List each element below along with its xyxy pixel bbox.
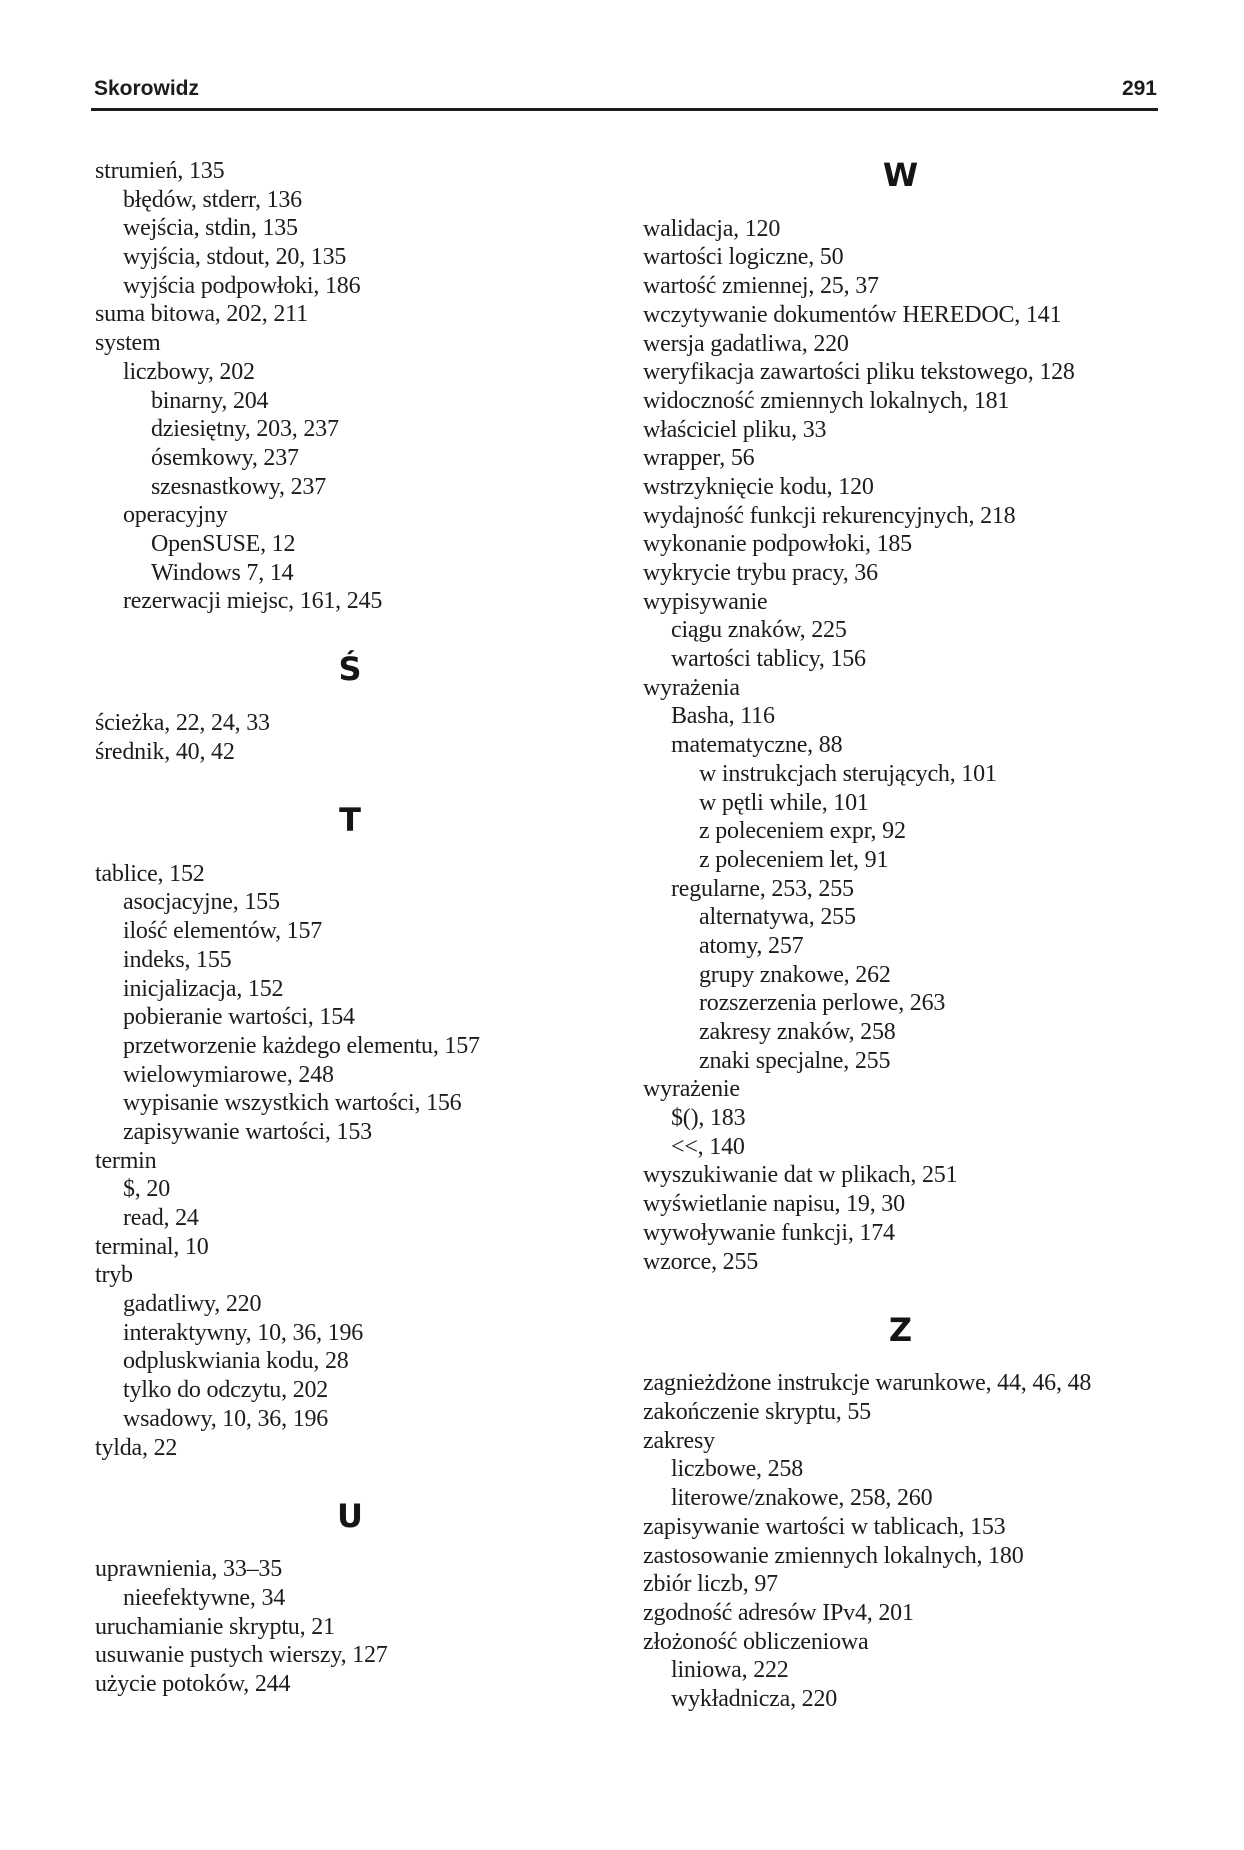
index-subentry: wartości tablicy, 156 [671, 646, 866, 673]
header-rule [91, 108, 1158, 111]
index-subentry: grupy znakowe, 262 [699, 961, 891, 988]
index-entry: usuwanie pustych wierszy, 127 [95, 1642, 388, 1669]
index-entry: właściciel pliku, 33 [643, 416, 827, 443]
index-subentry: tylko do odczytu, 202 [123, 1377, 329, 1404]
index-subentry: Windows 7, 14 [151, 559, 294, 586]
index-subentry: gadatliwy, 220 [123, 1291, 262, 1318]
index-subentry: indeks, 155 [123, 946, 232, 973]
index-subentry: szesnastkowy, 237 [151, 473, 327, 500]
index-subentry: $, 20 [123, 1176, 171, 1203]
index-entry: wykrycie trybu pracy, 36 [643, 560, 878, 587]
index-entry: zapisywanie wartości w tablicach, 153 [643, 1513, 1006, 1540]
index-subentry: nieefektywne, 34 [123, 1585, 286, 1612]
letter-heading: U [337, 1496, 363, 1535]
index-subentry: OpenSUSE, 12 [151, 530, 296, 557]
index-subentry: wejścia, stdin, 135 [123, 215, 298, 242]
index-subentry: w instrukcjach sterujących, 101 [699, 760, 997, 787]
index-subentry: znaki specjalne, 255 [699, 1047, 891, 1074]
index-entry: wzorce, 255 [643, 1248, 759, 1275]
index-subentry: ciągu znaków, 225 [671, 617, 847, 644]
index-entry: strumień, 135 [95, 158, 225, 184]
letter-heading: Z [888, 1310, 913, 1349]
index-entry: wypisywanie [643, 588, 768, 615]
index-entry: termin [95, 1147, 157, 1174]
index-subentry: liczbowe, 258 [671, 1456, 804, 1483]
index-subentry: interaktywny, 10, 36, 196 [123, 1319, 364, 1346]
index-entry: wyszukiwanie dat w plikach, 251 [643, 1162, 958, 1189]
index-subentry: ósemkowy, 237 [151, 444, 299, 471]
index-entry: zakończenie skryptu, 55 [643, 1399, 871, 1426]
index-subentry: read, 24 [123, 1205, 199, 1231]
index-subentry: wsadowy, 10, 36, 196 [123, 1405, 329, 1432]
index-subentry: matematyczne, 88 [671, 732, 843, 759]
index-subentry: w pętli while, 101 [699, 789, 869, 816]
index-subentry: regularne, 253, 255 [671, 875, 854, 902]
index-entry: suma bitowa, 202, 211 [95, 301, 308, 328]
index-entry: zastosowanie zmiennych lokalnych, 180 [643, 1542, 1024, 1569]
index-subentry: z poleceniem expr, 92 [699, 818, 906, 845]
index-entry: tryb [95, 1262, 133, 1289]
index-entry: wywoływanie funkcji, 174 [643, 1219, 895, 1246]
index-subentry: $(), 183 [671, 1105, 746, 1132]
letter-heading: T [339, 800, 361, 839]
index-subentry: binarny, 204 [151, 387, 269, 414]
index-subentry: z poleceniem let, 91 [699, 846, 889, 873]
index-entry: tablice, 152 [95, 860, 205, 887]
index-entry: terminal, 10 [95, 1233, 209, 1260]
index-subentry: alternatywa, 255 [699, 904, 856, 931]
index-subentry: asocjacyjne, 155 [123, 889, 280, 916]
index-subentry: liczbowy, 202 [123, 358, 255, 385]
index-subentry: rozszerzenia perlowe, 263 [699, 990, 946, 1017]
index-subentry: wyjścia, stdout, 20, 135 [123, 244, 347, 271]
index-entry: wrapper, 56 [643, 445, 755, 472]
index-entry: wstrzyknięcie kodu, 120 [643, 473, 874, 500]
index-subentry: liniowa, 222 [671, 1657, 789, 1684]
page-number: 291 [1121, 77, 1157, 100]
index-subentry: operacyjny [123, 502, 228, 529]
index-entry: wyrażenie [643, 1076, 740, 1103]
index-subentry: wykładnicza, 220 [671, 1685, 838, 1712]
index-entry: widoczność zmiennych lokalnych, 181 [643, 387, 1010, 414]
index-entry: ścieżka, 22, 24, 33 [95, 710, 270, 737]
index-entry: użycie potoków, 244 [95, 1671, 291, 1698]
index-entry: złożoność obliczeniowa [643, 1628, 869, 1655]
index-subentry: dziesiętny, 203, 237 [151, 416, 339, 443]
letter-heading: W [882, 156, 919, 194]
index-subentry: pobieranie wartości, 154 [123, 1004, 355, 1031]
index-entry: wersja gadatliwa, 220 [643, 330, 849, 357]
index-entry: wydajność funkcji rekurencyjnych, 218 [643, 502, 1016, 529]
index-subentry: wypisanie wszystkich wartości, 156 [123, 1090, 462, 1117]
index-column [95, 157, 605, 1699]
index-entry: uprawnienia, 33–35 [95, 1556, 283, 1583]
letter-heading: Ś [338, 650, 362, 689]
running-head [94, 75, 1157, 103]
index-subentry: <<, 140 [671, 1133, 745, 1160]
index-entry: wczytywanie dokumentów HEREDOC, 141 [643, 301, 1062, 328]
index-entry: wartości logiczne, 50 [643, 244, 844, 271]
index-entry: system [95, 330, 161, 357]
index-column [643, 157, 1158, 1714]
index-subentry: ilość elementów, 157 [123, 918, 323, 945]
index-subentry: odpluskwiania kodu, 28 [123, 1348, 349, 1375]
index-entry: wykonanie podpowłoki, 185 [643, 531, 912, 558]
index-entry: uruchamianie skryptu, 21 [95, 1613, 335, 1640]
index-subentry: rezerwacji miejsc, 161, 245 [123, 588, 383, 615]
index-entry: zbiór liczb, 97 [643, 1571, 778, 1598]
index-entry: średnik, 40, 42 [95, 738, 235, 765]
index-entry: wartość zmiennej, 25, 37 [643, 273, 879, 300]
index-subentry: Basha, 116 [671, 703, 775, 730]
index-entry: weryfikacja zawartości pliku tekstowego, 128 [643, 359, 1075, 386]
running-head-title: Skorowidz [94, 77, 200, 100]
index-subentry: wyjścia podpowłoki, 186 [123, 272, 361, 299]
index-subentry: atomy, 257 [699, 932, 804, 959]
index-subentry: przetworzenie każdego elementu, 157 [123, 1032, 480, 1059]
index-subentry: zakresy znaków, 258 [699, 1019, 896, 1046]
index-subentry: zapisywanie wartości, 153 [123, 1118, 372, 1145]
index-subentry: inicjalizacja, 152 [123, 975, 284, 1002]
index-entry: walidacja, 120 [643, 215, 781, 242]
index-subentry: literowe/znakowe, 258, 260 [671, 1485, 933, 1512]
index-entry: wyrażenia [643, 674, 740, 701]
index-entry: zagnieżdżone instrukcje warunkowe, 44, 46, 48 [643, 1370, 1092, 1397]
index-subentry: błędów, stderr, 136 [123, 186, 302, 213]
index-entry: zgodność adresów IPv4, 201 [643, 1599, 914, 1626]
index-entry: wyświetlanie napisu, 19, 30 [643, 1191, 905, 1218]
index-entry: tylda, 22 [95, 1434, 178, 1461]
index-subentry: wielowymiarowe, 248 [123, 1061, 334, 1088]
index-entry: zakresy [643, 1427, 715, 1454]
